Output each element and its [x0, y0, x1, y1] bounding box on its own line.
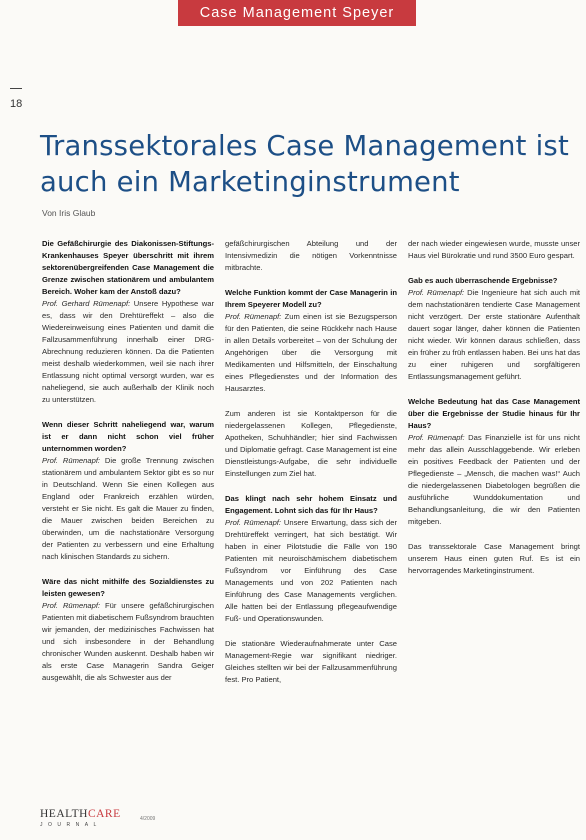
interview-question [225, 493, 397, 517]
interview-answer [42, 455, 214, 563]
speaker-name: Prof. Rümenapf: [42, 456, 101, 465]
logo-care: CARE [87, 808, 121, 820]
interview-answer [225, 517, 397, 625]
interview-answer [225, 311, 397, 395]
paragraph-text: der nach wieder eingewiesen wurde, musste unser Haus viel Bürokratie und rund 3500 Euro gespart. [408, 239, 580, 260]
column-3 [408, 238, 580, 803]
speaker-name: Prof. Gerhard Rümenapf: [42, 299, 131, 308]
paragraph-text: Wenn dieser Schritt naheliegend war, warum ist er dann nicht schon viel früher unternommen worden? [42, 420, 214, 453]
paragraph-text: Welche Bedeutung hat das Case Management über die Ergebnisse der Studie hinaus für Ihr Haus? [408, 397, 580, 430]
paragraph-text: Gab es auch überraschende Ergebnisse? [408, 276, 558, 285]
section-banner: Case Management Speyer [178, 0, 416, 26]
interview-question [408, 275, 580, 287]
interview-answer [225, 638, 397, 686]
paragraph-text: Wäre das nicht mithilfe des Sozialdienstes zu leisten gewesen? [42, 577, 214, 598]
logo-subtitle: JOURNAL [40, 822, 102, 828]
interview-question [42, 419, 214, 455]
paragraph-text: Das klingt nach sehr hohem Einsatz und Engagement. Lohnt sich das für Ihr Haus? [225, 494, 397, 515]
paragraph-text: Die große Trennung zwischen stationärem und ambulantem Sektor gibt es so nur in Deutschland. Wenn Sie einen Kollegen aus England oder Frankreich erzählen würden, versteht er Sie nicht. Es galt die Mauer zu finden, die Mauer zwischen beiden Bereichen zu überwinden, um die nachstationäre Versorgung der Patienten zu verbessern und eine Erhaltung nach klinischen Standards zu sichern. [42, 456, 214, 561]
interview-answer [408, 287, 580, 383]
interview-answer [225, 408, 397, 480]
paragraph-text: Die stationäre Wiederaufnahmerate unter Case Management-Regie war signifikant niedriger. Gleiches stellten wir bei der Fallzusammenführung fest. Pro Patient, [225, 639, 397, 684]
paragraph-text: Das transsektorale Case Management bringt unserem Haus einen guten Ruf. Es ist ein hervorragendes Marketinginstrument. [408, 542, 580, 575]
paragraph-text: gefäßchirurgischen Abteilung und der Intensivmedizin die nötigen Vorkenntnisse mitbrachte. [225, 239, 397, 272]
speaker-name: Prof. Rümenapf: [408, 433, 465, 442]
paragraph-text: Das Finanzielle ist für uns nicht mehr das allein Ausschlaggebende. Wir erleben ein positives Feedback der Patienten und der Pflegedienste – „Mensch, die machen was!“ Auch die niedergelassenen Diabetologen begrüßen die ausführliche Wunddokumentation und Behandlungsanleitung, die wir den Patienten mitgeben. [408, 433, 581, 526]
issue-code: 4/2009 [140, 816, 156, 822]
interview-answer [408, 238, 580, 262]
interview-question [408, 396, 580, 432]
interview-answer [42, 298, 214, 406]
column-1 [42, 238, 214, 803]
column-2 [225, 238, 397, 803]
paragraph-text: Unsere Erwartung, dass sich der Drehtüreffekt verringert, hat sich bestätigt. Wir haben in einer Pilotstudie die Fälle von 190 Patienten mit neuroischämischem diabetischem Fußsyndrom vor Einführung des Case Managements und von 202 Patienten nach Einführung des Case Managements verglichen. Alle hatten bei der Entlassung pflegeaufwendige Fuß- und Operationswunden. [225, 518, 397, 623]
paragraph-text: Unsere Hypothese war es, dass wir den Drehtüreffekt – also die Wiedereinweisung eines Patienten und damit die Fallzusammenführung innerhalb einer DRG-Abrechnung reduzieren können. Da die Patienten meist deshalb wiederkommen, weil sie nach ihrer Entlassung nicht optimal versorgt wurden, war es naheliegend, sie auch außerhalb der Klinik noch zu unterstützen. [42, 299, 214, 404]
speaker-name: Prof. Rümenapf: [408, 288, 465, 297]
article-byline: Von Iris Glaub [42, 208, 96, 218]
page-number-rule [10, 88, 22, 89]
logo-health: HEALTH [40, 808, 88, 820]
journal-logo [40, 808, 121, 820]
paragraph-text: Die Ingenieure hat sich auch mit dem nachstationären tendierte Case Management nicht verzögert. Der erste stationäre Aufenthalt dauert sogar länger, daher können die Patienten nicht wieder. Wir können daraus schließen, dass ein früher zu früh entlassen haben. Bei uns hat das zu einer ruhigeren und sorgfältigeren Entlassungsmanagement geführt. [408, 288, 580, 381]
interview-answer [408, 541, 580, 577]
paragraph-text: Für unsere gefäßchirurgischen Patienten mit diabetischem Fußsyndrom brauchten wir jemanden, der medizinisches Fachwissen hat und sich insbesondere in der Behandlung chronischer Wunden auskennt. Deshalb haben wir als erste Case Managerin Sandra Geiger ausgewählt, die als Schwester aus der [42, 601, 214, 682]
speaker-name: Prof. Rümenapf: [42, 601, 101, 610]
speaker-name: Prof. Rümenapf: [225, 518, 282, 527]
speaker-name: Prof. Rümenapf: [225, 312, 282, 321]
interview-answer [408, 432, 580, 528]
paragraph-text: Die Gefäßchirurgie des Diakonissen-Stiftungs-Krankenhauses Speyer überschritt mit ihrem sektorenübergreifenden Case Management die Grenze zwischen stationärem und ambulantem Bereich. Woher kam der Anstoß dazu? [42, 239, 214, 296]
page-number: 18 [10, 98, 23, 110]
article-body [42, 238, 581, 803]
interview-question [42, 576, 214, 600]
article-title: Transsektorales Case Management ist auch ein Marketinginstrument [40, 130, 569, 198]
interview-question [42, 238, 214, 298]
paragraph-text: Zum einen ist sie Bezugsperson für den Patienten, die seine Rückkehr nach Hause in allen Details vorbereitet – von der Schulung der Angehörigen über die Versorgung mit Medikamenten und Hilfsmitteln, der Einschaltung eines Pflegedienstes und der Information des Hausarztes. [225, 312, 397, 393]
interview-answer [42, 600, 214, 684]
paragraph-text: Zum anderen ist sie Kontaktperson für die niedergelassenen Kollegen, Pflegedienste, Apotheken, Schuhhändler; hier sind Fachwissen und Diplomatie gefragt. Case Management ist eine Dienstleistungs-Aufgabe, die sehr individuelle Einstellungen zum Ziel hat. [225, 409, 397, 478]
interview-question [225, 287, 397, 311]
interview-answer [225, 238, 397, 274]
paragraph-text: Welche Funktion kommt der Case Managerin in Ihrem Speyerer Modell zu? [225, 288, 397, 309]
